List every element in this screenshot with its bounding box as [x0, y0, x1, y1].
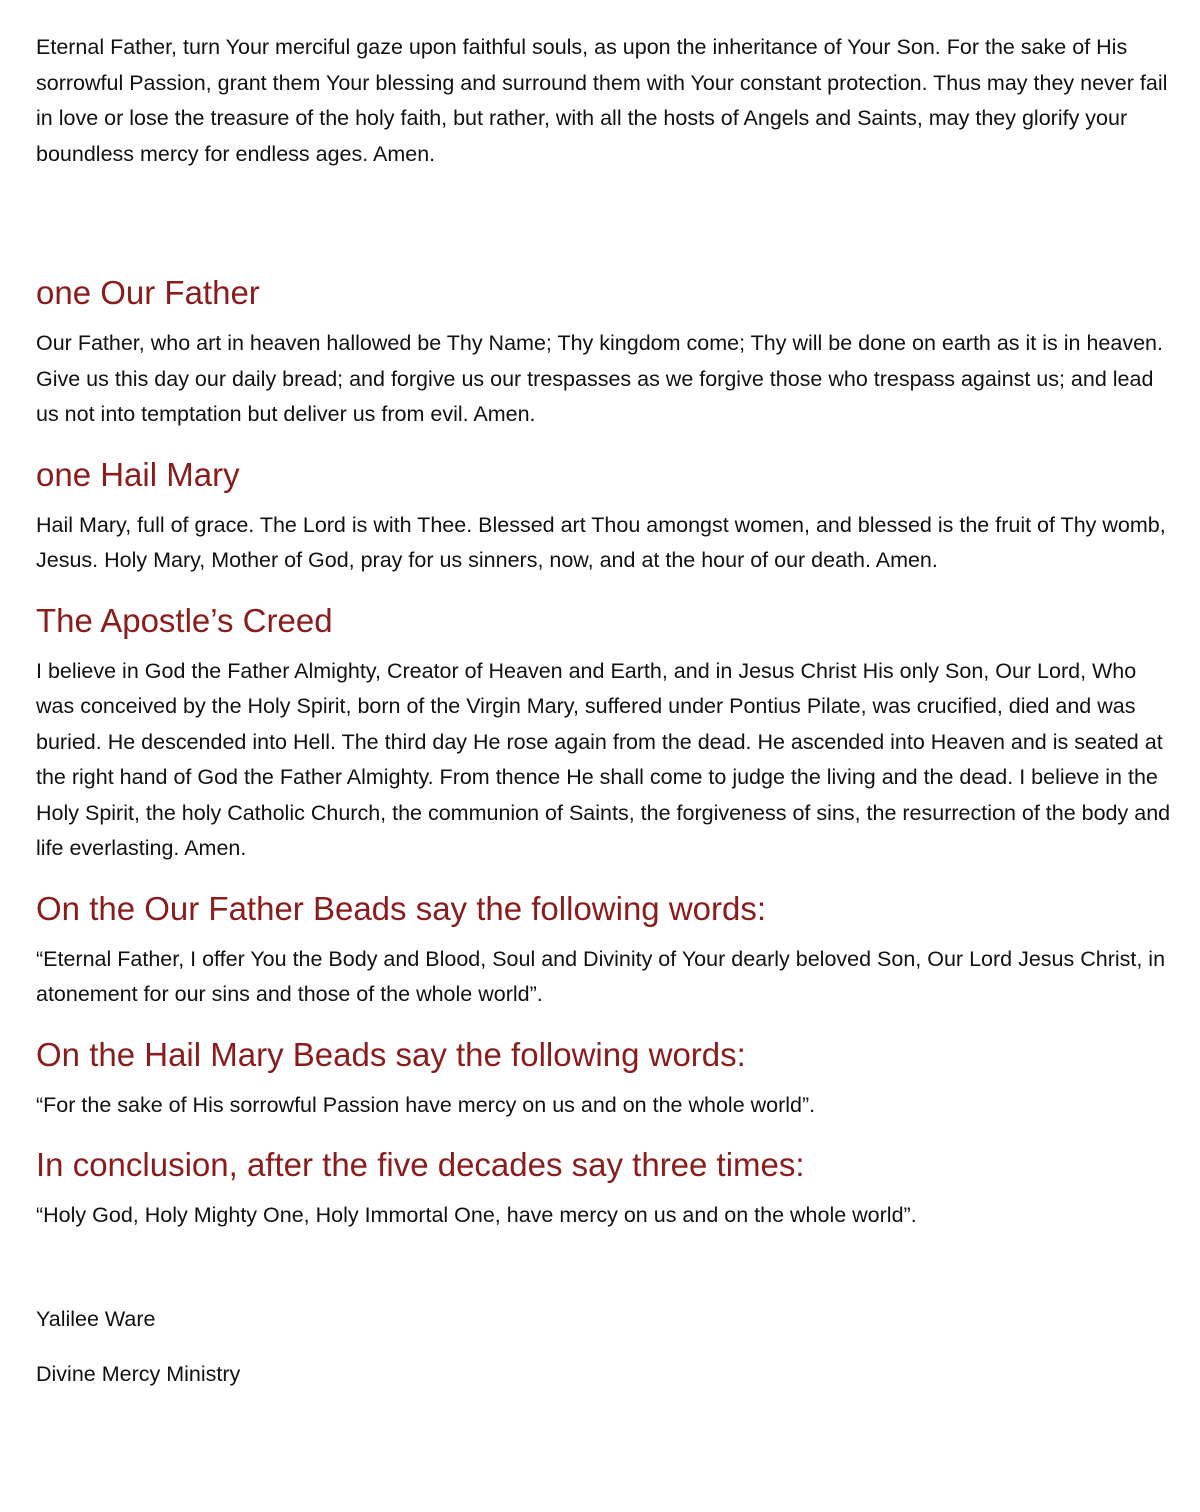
- section-heading: one Our Father: [36, 274, 260, 311]
- section-text: Hail Mary, full of grace. The Lord is with Thee. Blessed art Thou amongst women, and blessed is the fruit of Thy womb, Jesus. Holy Mary, Mother of God, pray for us sinners, now, and at the hour of our death. Amen.: [36, 512, 1166, 572]
- section-text: “Holy God, Holy Mighty One, Holy Immortal One, have mercy on us and on the whole world”.: [36, 1203, 917, 1227]
- section-text: “Eternal Father, I offer You the Body and Blood, Soul and Divinity of Your dearly beloved Son, Our Lord Jesus Christ, in atonement for our sins and those of the whole world”.: [36, 946, 1166, 1006]
- signature-block: [36, 1304, 1176, 1389]
- section-text: Our Father, who art in heaven hallowed be Thy Name; Thy kingdom come; Thy will be done on earth as it is in heaven. Give us this day our daily bread; and forgive us our trespasses as we forgive those who trespass against us; and lead us not into temptation but deliver us from evil. Amen.: [36, 331, 1163, 426]
- section-hail-mary: [36, 455, 1176, 579]
- signature-organization: Divine Mercy Ministry: [36, 1361, 241, 1386]
- section-text: “For the sake of His sorrowful Passion have mercy on us and on the whole world”.: [36, 1092, 816, 1117]
- section-our-father-beads: [36, 889, 1176, 1013]
- section-conclusion: [36, 1145, 1176, 1234]
- signature-name: Yalilee Ware: [36, 1306, 156, 1331]
- section-our-father: [36, 273, 1176, 433]
- document-page: [36, 30, 1176, 1389]
- section-heading: On the Hail Mary Beads say the following words:: [36, 1035, 746, 1073]
- intro-prayer: Eternal Father, turn Your merciful gaze upon faithful souls, as upon the inheritance of Your Son. For the sake of His sorrowful Passion, grant them Your blessing and surround them with Your constant protection. Thus may they never fail in love or lose the treasure of the holy faith, but rather, with all the hosts of Angels and Saints, may they glorify your boundless mercy for endless ages. Amen.: [36, 35, 1168, 166]
- section-heading: In conclusion, after the five decades say three times:: [36, 1146, 805, 1183]
- section-text: I believe in God the Father Almighty, Creator of Heaven and Earth, and in Jesus Christ His only Son, Our Lord, Who was conceived by the Holy Spirit, born of the Virgin Mary, suffered under Pontius Pilate, was crucified, died and was buried. He descended into Hell. The third day He rose again from the dead. He ascended into Heaven and is seated at the right hand of God the Father Almighty. From thence He shall come to judge the living and the dead. I believe in the Holy Spirit, the holy Catholic Church, the communion of Saints, the forgiveness of sins, the resurrection of the body and life everlasting. Amen.: [36, 658, 1171, 860]
- section-hail-mary-beads: [36, 1035, 1176, 1124]
- section-heading: The Apostle’s Creed: [36, 601, 333, 639]
- section-heading: one Hail Mary: [36, 455, 240, 493]
- section-heading: On the Our Father Beads say the following words:: [36, 889, 767, 927]
- section-apostles-creed: [36, 601, 1176, 867]
